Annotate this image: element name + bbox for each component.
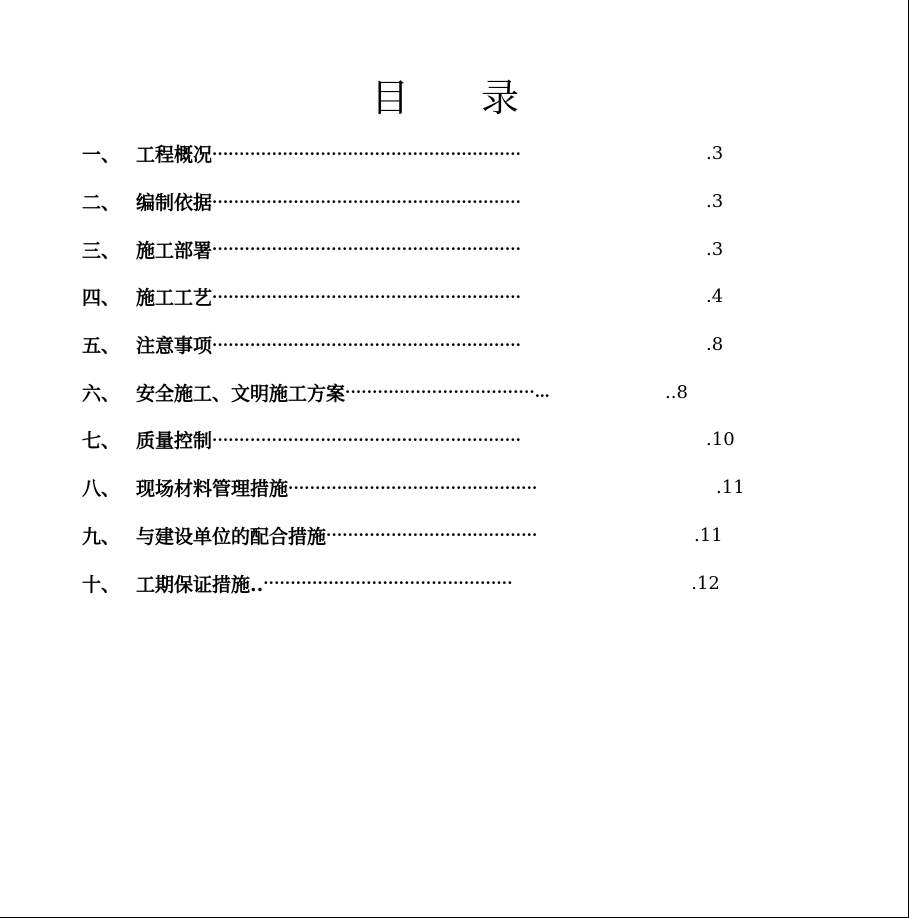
toc-entry[interactable]: [82, 512, 745, 560]
toc-entry-label: 注意事项: [136, 335, 213, 358]
toc-entry[interactable]: [82, 368, 745, 416]
toc-entry-number: 一、: [82, 144, 121, 167]
toc-dot-leader: ·······································: [326, 526, 538, 545]
toc-entry-label: 工期保证措施..: [136, 573, 264, 596]
toc-entry[interactable]: [82, 464, 745, 512]
toc-entry-label: 施工工艺: [136, 287, 213, 310]
toc-entry-number: 四、: [82, 287, 121, 310]
toc-entry-number: 八、: [82, 478, 121, 501]
toc-page-number: .12: [691, 572, 720, 594]
toc-entry-label: 质量控制: [136, 430, 213, 453]
toc-entry-label: 现场材料管理措施: [136, 478, 289, 501]
toc-entry-label: 工程概况: [136, 144, 213, 167]
toc-page-number: .10: [706, 429, 735, 451]
toc-page-number: .11: [694, 524, 723, 546]
toc-entry[interactable]: [82, 321, 745, 369]
toc-page-number: .3: [706, 191, 724, 213]
toc-page-number: .8: [706, 334, 724, 356]
toc-entry[interactable]: [82, 273, 745, 321]
toc-entry-number: 七、: [82, 430, 121, 453]
toc-entry-number: 九、: [82, 525, 121, 548]
toc-entry-number: 六、: [82, 382, 121, 405]
toc-dot-leader: ·························································: [212, 335, 522, 354]
toc-dot-leader: ··············································: [288, 478, 538, 497]
toc-entry-label: 编制依据: [136, 192, 213, 215]
toc-dot-leader: ·························································: [212, 144, 522, 163]
toc-entry-number: 二、: [82, 192, 121, 215]
toc-entry[interactable]: [82, 559, 745, 607]
toc-dot-leader: ·························································: [212, 287, 522, 306]
toc-dot-leader: ·························································: [212, 430, 522, 449]
toc-entry-label: 施工部署: [136, 239, 213, 262]
toc-entry[interactable]: [82, 416, 745, 464]
toc-page-number: ..8: [665, 381, 688, 403]
toc-entry[interactable]: [82, 225, 745, 273]
toc-dot-leader: ··············································: [263, 574, 513, 593]
toc-entry[interactable]: [82, 178, 745, 226]
toc-page-number: .3: [706, 238, 724, 260]
toc-entry-number: 五、: [82, 335, 121, 358]
table-of-contents: [82, 130, 745, 607]
toc-dot-leader: ·························································: [212, 240, 522, 259]
toc-page-number: .4: [706, 286, 724, 308]
toc-dot-leader: ···································…: [345, 383, 550, 402]
toc-entry-number: 十、: [82, 573, 121, 596]
toc-title: 目 录: [370, 76, 550, 120]
toc-page-number: .11: [716, 477, 745, 499]
toc-page-number: .3: [706, 143, 724, 165]
toc-dot-leader: ·························································: [212, 192, 522, 211]
toc-entry-label: 安全施工、文明施工方案: [136, 382, 346, 405]
toc-entry-label: 与建设单位的配合措施: [136, 525, 327, 548]
toc-entry-number: 三、: [82, 239, 121, 262]
toc-entry[interactable]: [82, 130, 745, 178]
